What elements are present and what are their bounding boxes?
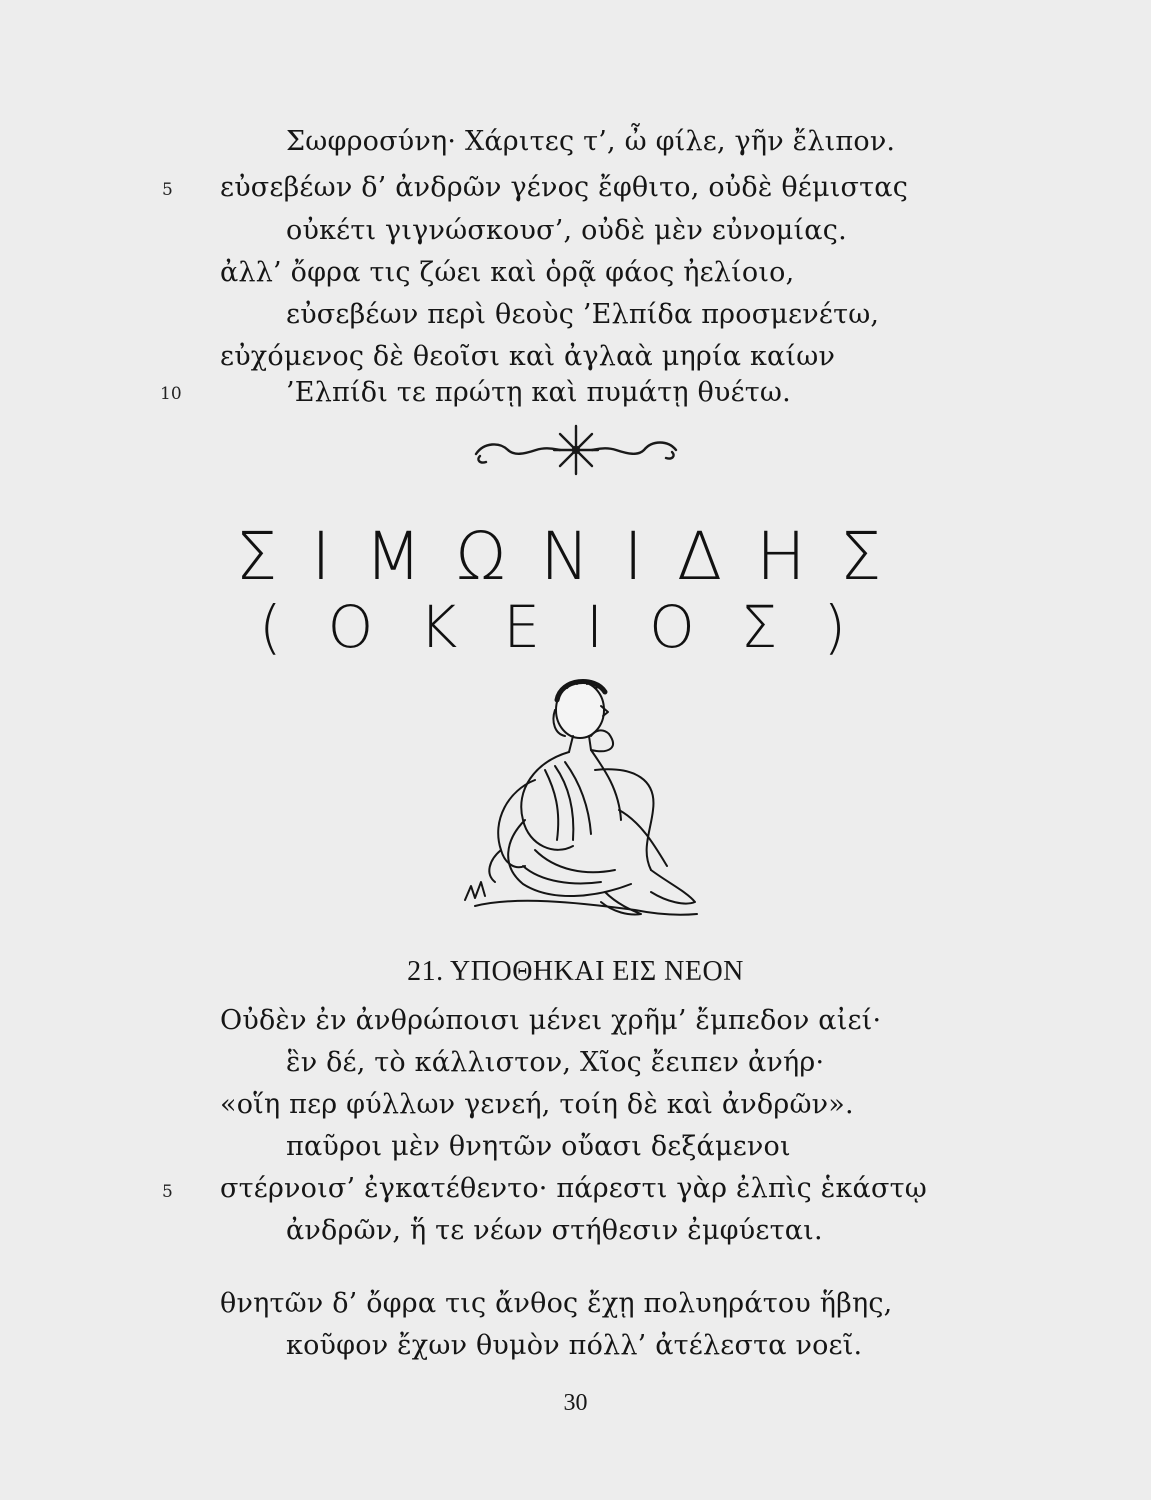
line-number: 5 [162, 180, 173, 200]
poem-line: ’Ελπίδι τε πρώτῃ καὶ πυμάτῃ θυέτω. [286, 377, 791, 408]
poem-line: ἀλλ’ ὄφρα τις ζώει καὶ ὁρᾷ φάος ἠελίοιο, [220, 257, 795, 288]
poem-line: Οὐδὲν ἐν ἀνθρώποισι μένει χρῆμ’ ἔμπεδον αἰεί· [220, 1005, 882, 1036]
poem-line: οὐκέτι γιγνώσκουσ’, οὐδὲ μὲν εὐνομίας. [286, 215, 847, 246]
line-number: 5 [162, 1182, 173, 1202]
author-name: ΣΙΜΩΝΙΔΗΣ [235, 518, 916, 595]
page-number: 30 [563, 1390, 588, 1416]
poem-line: θνητῶν δ’ ὄφρα τις ἄνθος ἔχῃ πολυηράτου ἥβης, [220, 1288, 893, 1319]
poem-line: εὐσεβέων περὶ θεοὺς ’Ελπίδα προσμενέτω, [286, 299, 880, 330]
seated-youth-figure-icon [405, 670, 745, 930]
poem-line: κοῦφον ἔχων θυμὸν πόλλ’ ἀτέλεστα νοεῖ. [286, 1330, 863, 1361]
poem-line: ἀνδρῶν, ἥ τε νέων στήθεσιν ἐμφύεται. [286, 1215, 823, 1246]
poem-line: εὐσεβέων δ’ ἀνδρῶν γένος ἔφθιτο, οὐδὲ θέμιστας [220, 172, 909, 203]
line-number: 10 [160, 384, 182, 404]
poem-line: ἓν δέ, τὸ κάλλιστον, Χῖος ἔειπεν ἀνήρ· [286, 1047, 825, 1078]
poem-line: Σωφροσύνη· Χάριτες τ’, ὦ φίλε, γῆν ἔλιπον. [286, 126, 896, 157]
poem-line: παῦροι μὲν θνητῶν οὔασι δεξάμενοι [286, 1131, 791, 1162]
poem-line: «οἵη περ φύλλων γενεή, τοίη δὲ καὶ ἀνδρῶν». [220, 1089, 854, 1120]
floral-ornament-icon [470, 420, 682, 480]
poem-line: στέρνοισ’ ἐγκατέθεντο· πάρεστι γὰρ ἐλπὶς ἑκάστῳ [220, 1173, 927, 1204]
poem-line: εὐχόμενος δὲ θεοῖσι καὶ ἀγλαὰ μηρία καίων [220, 341, 836, 372]
poem-title: 21. ΥΠΟΘΗΚΑΙ ΕΙΣ ΝΕΟΝ [407, 956, 744, 987]
author-origin: (ΟΚΕΙΟΣ) [259, 593, 892, 661]
